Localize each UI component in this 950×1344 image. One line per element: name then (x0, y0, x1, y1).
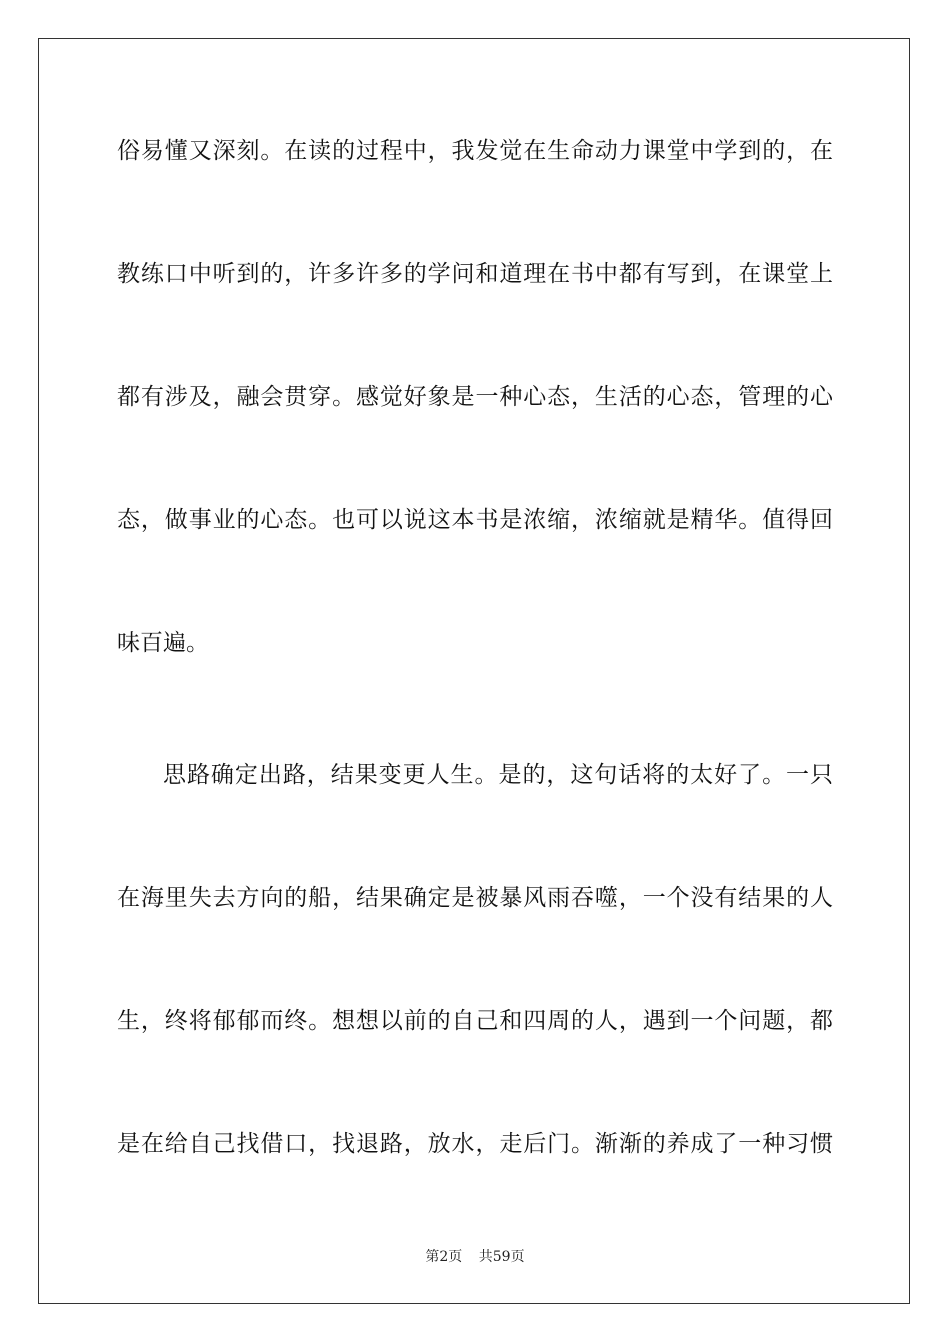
body-text-line: 是在给自己找借口，找退路，放水，走后门。渐渐的养成了一种习惯 (117, 1131, 833, 1157)
page-total: 共59页 (478, 1249, 525, 1265)
body-text-line: 俗易懂又深刻。在读的过程中，我发觉在生命动力课堂中学到的，在 (117, 138, 833, 164)
body-text-line: 生，终将郁郁而终。想想以前的自己和四周的人，遇到一个问题，都 (117, 1008, 833, 1034)
page-frame (38, 38, 910, 1304)
paragraph-first-line: 思路确定出路，结果变更人生。是的，这句话将的太好了。一只 (163, 762, 833, 788)
body-text-line: 教练口中听到的，许多许多的学问和道理在书中都有写到，在课堂上 (117, 261, 833, 287)
body-text-line: 都有涉及，融会贯穿。感觉好象是一种心态，生活的心态，管理的心 (117, 384, 833, 410)
page-footer (0, 1246, 950, 1266)
body-text-line: 味百遍。 (117, 630, 209, 656)
body-text-line: 在海里失去方向的船，结果确定是被暴风雨吞噬，一个没有结果的人 (117, 885, 833, 911)
page-number: 第2页 (425, 1249, 463, 1265)
body-text-line: 态，做事业的心态。也可以说这本书是浓缩，浓缩就是精华。值得回 (117, 507, 833, 533)
